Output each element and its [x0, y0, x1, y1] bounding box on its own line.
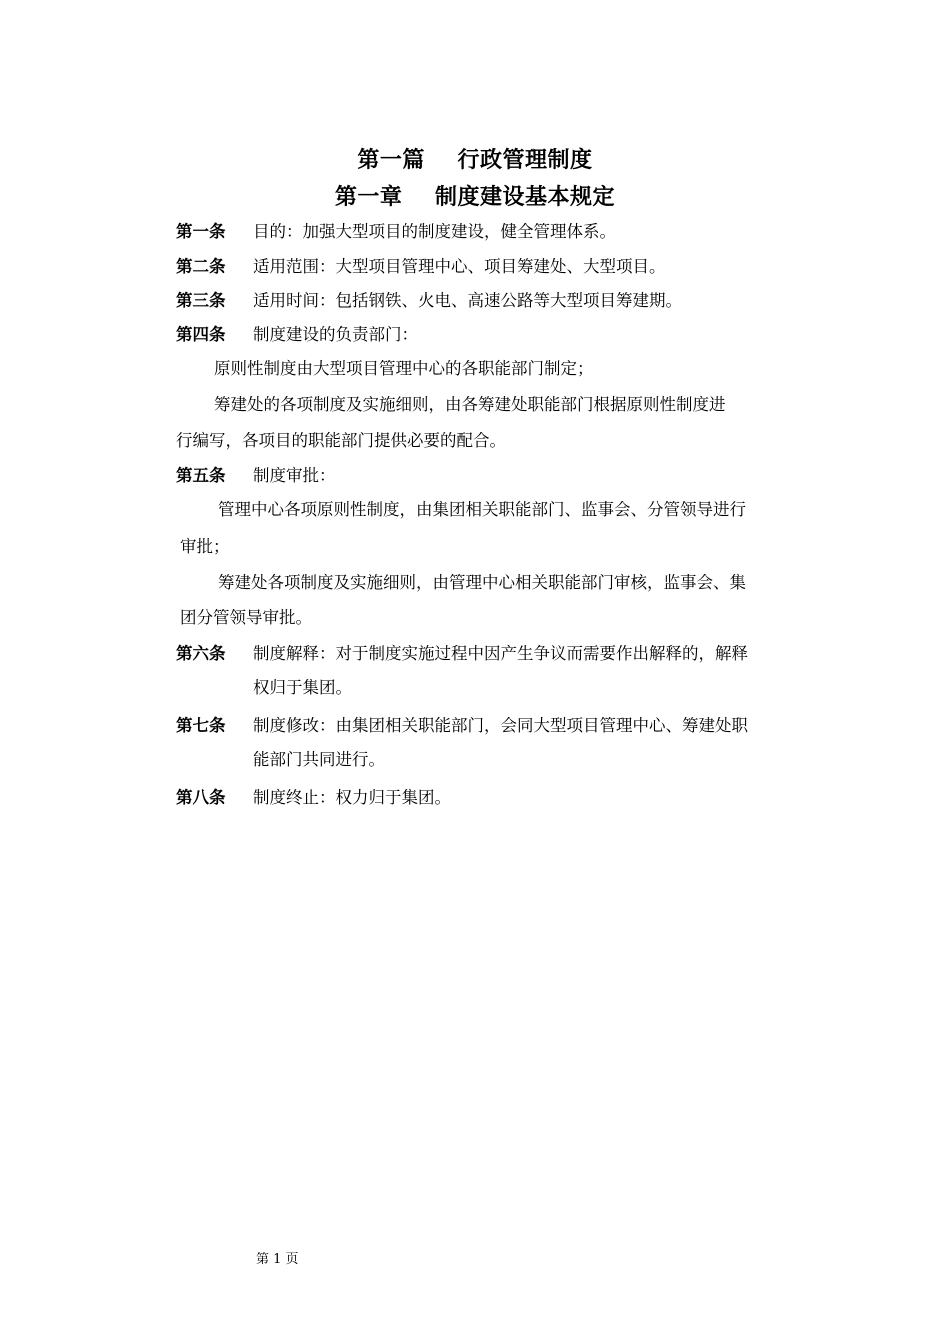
paragraph: 行编写，各项目的职能部门提供必要的配合。 — [176, 431, 506, 450]
article-label: 第七条 — [176, 716, 226, 735]
article-7 — [176, 716, 816, 776]
article-text: 制度终止：权力归于集团。 — [253, 788, 451, 807]
article-text-continued: 权归于集团。 — [253, 678, 352, 697]
article-label: 第二条 — [176, 257, 226, 276]
article-text: 适用时间：包括钢铁、火电、高速公路等大型项目筹建期。 — [253, 291, 682, 310]
article-6 — [176, 644, 816, 704]
chapter-title: 第一章 制度建设基本规定 — [334, 185, 616, 210]
article-label: 第五条 — [176, 466, 226, 485]
article-label: 第三条 — [176, 291, 226, 310]
article-text: 制度解释：对于制度实施过程中因产生争议而需要作出解释的，解释 — [253, 644, 748, 663]
article-label: 第八条 — [176, 788, 226, 807]
part-title: 第一篇 行政管理制度 — [357, 148, 593, 173]
paragraph: 筹建处各项制度及实施细则，由管理中心相关职能部门审核，监事会、集 — [218, 573, 746, 592]
paragraph: 管理中心各项原则性制度，由集团相关职能部门、监事会、分管领导进行 — [218, 500, 746, 519]
article-text: 制度建设的负责部门： — [253, 325, 418, 344]
article-text: 制度修改：由集团相关职能部门，会同大型项目管理中心、筹建处职 — [253, 716, 748, 735]
article-text-continued: 能部门共同进行。 — [253, 750, 385, 769]
paragraph: 团分管领导审批。 — [180, 608, 312, 627]
article-label: 第四条 — [176, 325, 226, 344]
article-text: 制度审批： — [253, 466, 336, 485]
paragraph: 筹建处的各项制度及实施细则，由各筹建处职能部门根据原则性制度进 — [214, 395, 726, 414]
article-label: 第一条 — [176, 222, 226, 241]
article-text: 目的：加强大型项目的制度建设，健全管理体系。 — [253, 222, 616, 241]
page-number: 第 1 页 — [256, 1252, 299, 1267]
paragraph: 审批； — [180, 537, 230, 556]
paragraph: 原则性制度由大型项目管理中心的各职能部门制定； — [214, 359, 594, 378]
article-text: 适用范围：大型项目管理中心、项目筹建处、大型项目。 — [253, 257, 666, 276]
article-label: 第六条 — [176, 644, 226, 663]
